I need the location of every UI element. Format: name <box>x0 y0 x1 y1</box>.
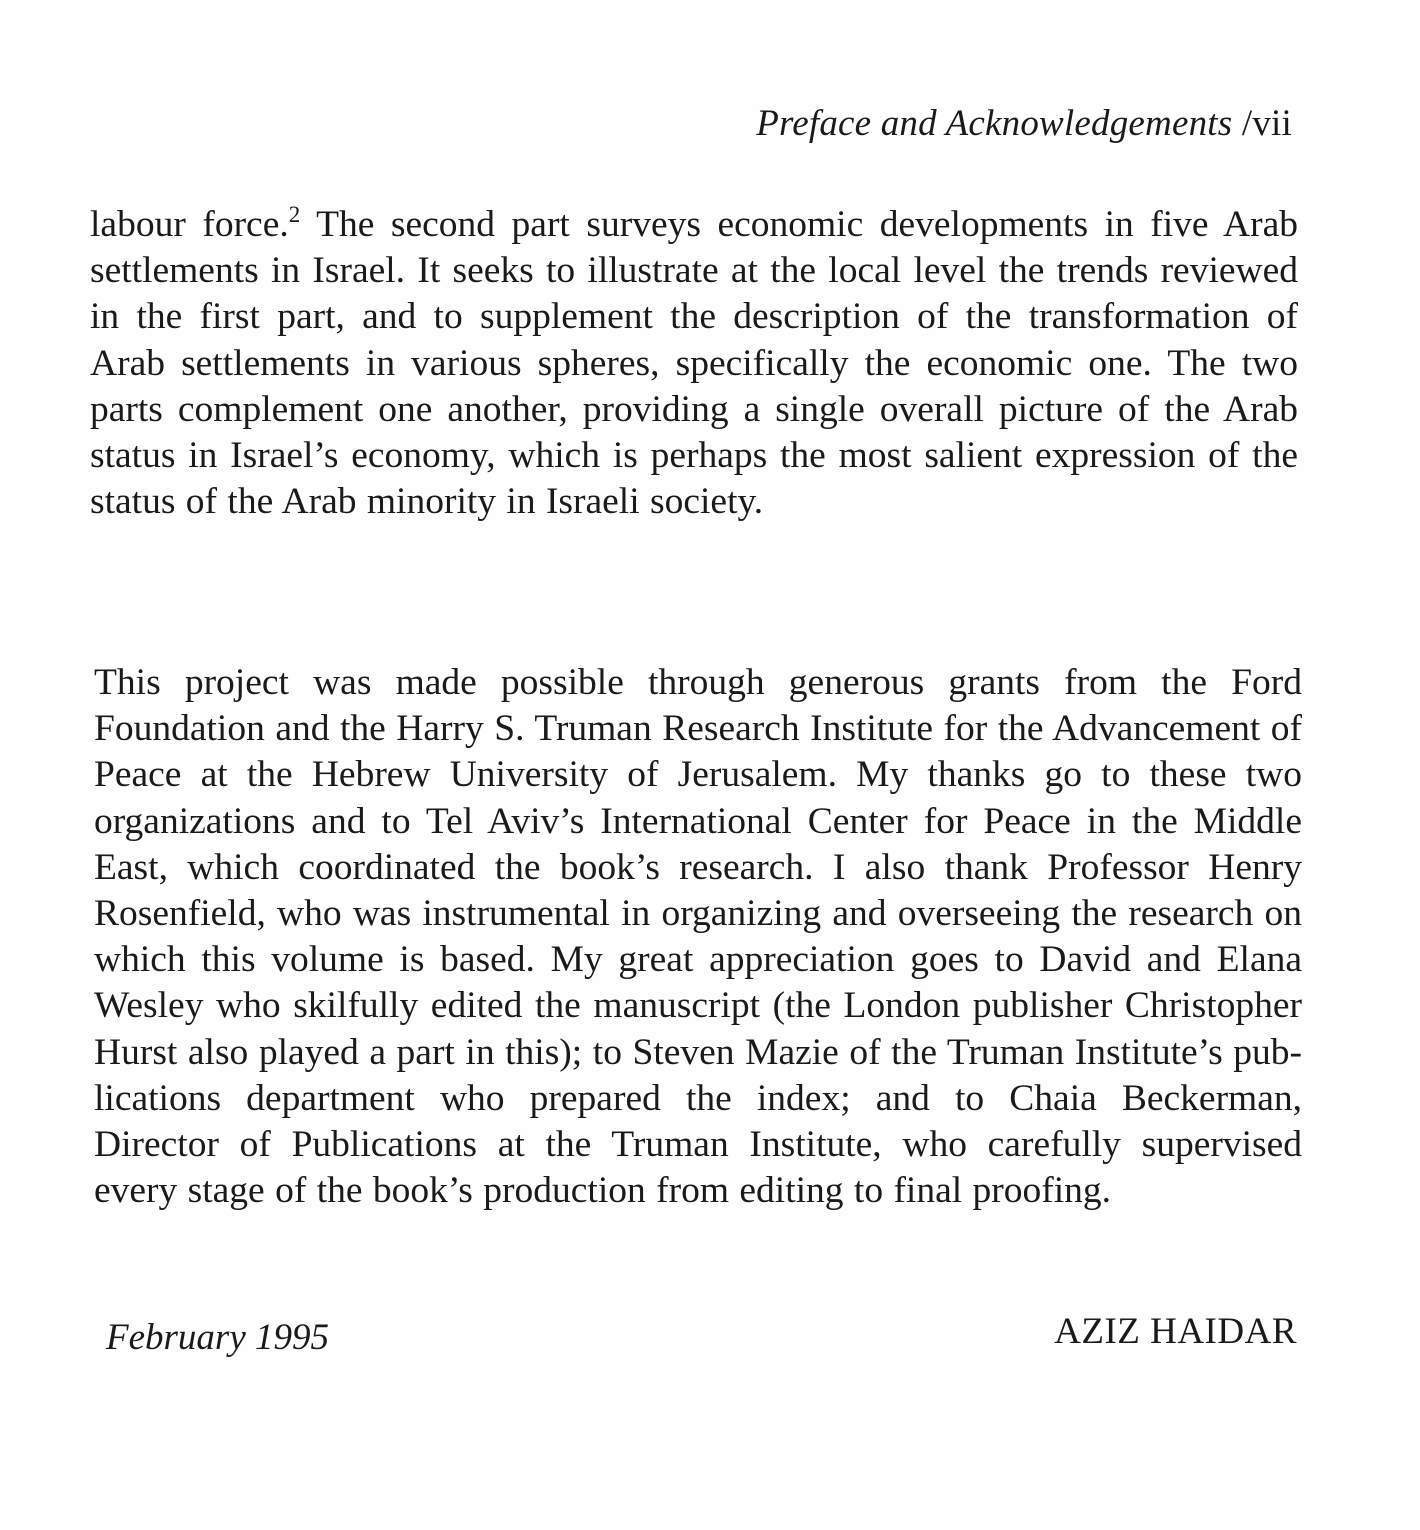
running-head-separator: / <box>1232 103 1253 144</box>
paragraph-acknowledgements <box>94 660 1302 1214</box>
running-head <box>756 102 1292 145</box>
signoff-date: February 1995 <box>106 1317 329 1358</box>
page-number: vii <box>1252 103 1292 144</box>
signoff-author: AZIZ HAIDAR <box>1054 1311 1297 1352</box>
paragraph-summary <box>90 202 1298 525</box>
paragraph-acknowledgements-text: This project was made possible through generous grants from the Ford Foundation and the Harry S. Truman Research Institute for the Advancement of Peace at the Hebrew University of Jerusalem. My thanks go to these two organizations and to Tel Aviv’s International Center for Peace in the Middle East, which coordinated the book’s research. I also thank Professor Henry Rosenfield, who was instrumental in organizing and overseeing the research on which this volume is based. My great appreciation goes to David and Elana Wesley who skilfully edited the manuscript (the London publisher Christopher Hurst also played a part in this); to Steven Mazie of the Truman Institute’s publications department who prepared the index; and to Chaia Beckerman, Director of Publications at the Truman Institute, who carefully supervised every stage of the book’s production from editing to final proofing. <box>94 662 1302 1212</box>
paragraph-summary-lead: labour force. <box>90 204 289 245</box>
footnote-reference: 2 <box>288 201 301 227</box>
paragraph-summary-text: The second part surveys economic developments in five Arab settlements in Israel. It seeks to illustrate at the local level the trends reviewed in the first part, and to supplement the description of the transformation of Arab settlements in various spheres, specifically the economic one. The two parts complement one another, providing a single overall picture of the Arab status in Israel’s economy, which is perhaps the most salient expression of the status of the Arab minority in Israeli society. <box>90 204 1298 523</box>
running-head-title: Preface and Acknowledgements <box>756 103 1233 144</box>
